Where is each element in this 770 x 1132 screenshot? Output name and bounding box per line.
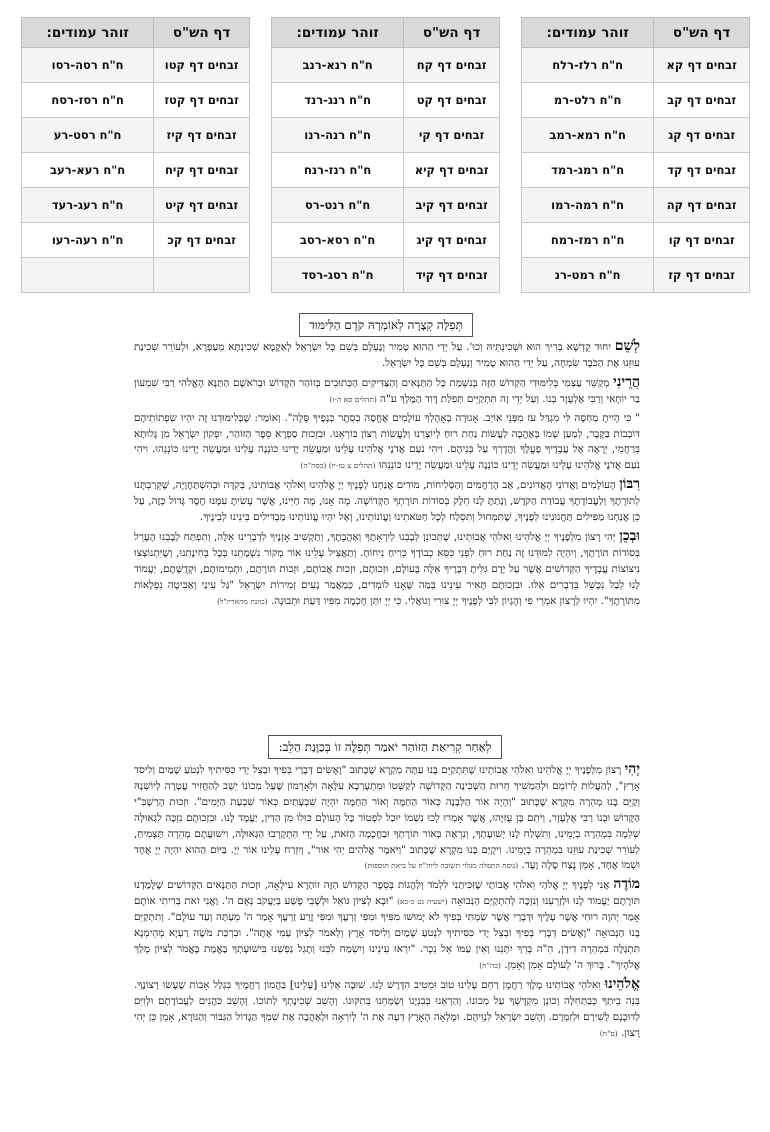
zohar-cell: ח"ח רמה-רמו xyxy=(522,188,654,223)
source-citation: (תהלים צ טז-יז) (כסה"ה) xyxy=(300,461,376,471)
paragraph-text: הָעוֹלָמִים וַאֲדוֹנֵי הָאֲדוֹנִים, אַב הָרַחֲמִים וְהַסְּלִיחוֹת, מוֹדִים אֲנַחְנוּ לְפָנֶיךָ יְיָ אֱלֹהֵינוּ וֵאלֹהֵי אֲבוֹתֵינוּ, בְּקִדָּה וּבְהִשְׁתַּחֲוָיָה, שֶׁקֵּרַבְתָּנוּ לְתוֹרָתֶךָ וְלַעֲבוֹדָתֶךָ עֲבוֹדַת הַקֹּדֶשׁ, וְנָתַתָּ לָנוּ חֵלֶק בְּסוֹדוֹת תּוֹרָתְךָ הַקְּדוֹשָׁה. מָה אָנוּ, מֶה חַיֵּינוּ, אֲשֶׁר עָשִׂיתָ עִמָּנוּ חֶסֶד גָּדוֹל כָּזֶה, עַל כֵּן אֲנַחְנוּ מַפִּילִים תַּחֲנוּנֵינוּ לְפָנֶיךָ, שֶׁתִּמְחוֹל וְתִסְלַח לְכָל חַטֹּאתֵינוּ וַעֲוֹנוֹתֵינוּ, וְאַל יִהְיוּ עֲוֹנוֹתֵינוּ מַבְדִּילִים בֵּינֵינוּ לְבֵינֶיךָ. xyxy=(134,479,640,524)
paragraph-text: מְקַשֵּׁר עַצְמִי בְּלִימּוּדִי הַקְּדוֹשׁ הַזֶּה בְּנִשְׁמַת כָּל הַתַּנָּאִים וְהַצַּדִּיקִים הַכְּתוּבִים בְּזוֹהַר הַקָּדוֹשׁ וּבְרֹאשָׁם הַתַּנָּא הָאֱלֹהִי רַבִּי שִׁמְעוֹן בַּר יוֹחָאי וְרַבִּי אֶלְעָזָר בְּנוֹ. וְעַל יְדֵי זֶה תִּתְקַיֵּים תְּפִלַּת דָּוִד הַמֶּלֶךְ ע"ה xyxy=(134,376,640,405)
zohar-table-3 xyxy=(21,17,250,293)
zohar-cell: ח"ח רסג-רסד xyxy=(272,258,404,293)
shas-cell: זבחים דף קיח xyxy=(154,153,250,188)
zohar-cell: ח"ח רנא-רנב xyxy=(272,48,404,83)
zohar-cell: ח"ח רנז-רנח xyxy=(272,153,404,188)
table-row xyxy=(272,83,500,118)
shas-cell: זבחים דף קיז xyxy=(154,118,250,153)
table-row xyxy=(272,188,500,223)
paragraph-text: רָצוֹן מִלְּפָנֶיךָ יְיָ אֱלֹהֵינוּ וֵאלֹהֵי אֲבוֹתֵינוּ שֶׁתִּתְקַיֵּם בָּנוּ עַתָּה מִקְרָא שֶׁכָּתוּב "וָאָשִׂים דְּבָרַי בְּפִיךָ וּבְצֵל יָדִי כִּסִּיתִיךָ לִנְטֹעַ שָׁמַיִם וְלִיסֹד אָרֶץ", לְהַעֲלוֹת לְרוֹמֵם וּלְהַמְשִׁיךְ חֵרוּת הַשְּׁכִינָה הַקְּדוֹשָׁה לְקַשְּׁטוֹ וּמִתְעָרְבָא עִלָּאָה וּלְאָרְמוֹן שֶׁעַל מִכוֹנוֹ יֵשֵׁב לְהַחֲזִיר עֲטָרָה לְיוֹשְׁנָהּ וְקַיֵּם בָּנוּ מְהֵרָה מִקְרָא שֶׁכָּתוּב "וְהָיָה אוֹר הַלְּבָנָה כְּאוֹר הַחַמָּה וְאוֹר הַחַמָּה יִהְיֶה שִׁבְעָתַיִם כְּאוֹר שִׁבְעַת הַיָּמִים". וּזְכוּת הָרַשְׁבִּ"י הַקָּדוֹשׁ וּבְנוֹ רַבִּי אֶלְעָזָר, וְיֹתֵם בֶּן עֻזִּיָּהוּ, אֲשֶׁר אָמְרוּ לְכוּ נִשְׁמוֹ יוּכַל לִפְטוֹר כָּל הָעוֹלָם כּוּלוֹ מִן הַדִּין, יַעֲמָד לָנוּ. וּבִזְכוּתָם נִזְכֶּה לִגְאוּלָּה שְׁלֵמָה בִּמְהֵרָה בְיָמֵינוּ, וְתִשְׁלַח לָנוּ יְשׁוּעָתְךָ, וְנִרְאֶה בְּאוֹר תּוֹרָתְךָ וּבַחֲכָמָה הַזֹּאת, עַל יְדֵי הִתְקָרְבוּ הַגְּאוּלָּה, וִישׁוּעָתָם מְהֵרָה תַּצְמִיחַ, לְעוֹרֵר שְׁכִינַת עוּזֵּנוּ בִּמְהֵרָה בְיָמֵינוּ. וִיקֻיַּם בָּנוּ מִקְרָא שֶׁכָּתוּב "וַיֹּאמֶר אֱלֹהִים יְהִי אוֹר", וְיִזְרַח עָלֵינוּ אוֹר יְיָ. בַּיּוֹם הַהוּא יִהְיֶה יְיָ אֶחָד וּשְׁמוֹ אֶחָד, אָמֵן נֶצַח סֶלָה וָעֶד. xyxy=(134,764,640,872)
shas-cell: זבחים דף קג xyxy=(654,118,750,153)
paragraph-text: יִחוּד קֻדְשָׁא בְּרִיךְ הוּא וּשְׁכִינְתֵּיהּ וְכוּ'. עַל יְדֵי הַהוּא טָמִיר וְנֶעְלָם בְּשֵׁם כָּל יִשְׂרָאֵל לְאַקָּמָא שְׁכִינְתָּא מֵעַפְרָא, וּלְעוֹרֵר שְׁכִינַת עוּזֵּנוּ אֶת הַכֹּבֶד שִׂמְחָה, עַל יְדֵי הַהוּא טָמִיר וְנֶעְלָם בְּשֵׁם כָּל יִשְׂרָאֵל. xyxy=(134,341,640,369)
zohar-cell: ח"ח רעג-רעד xyxy=(22,188,154,223)
table-row xyxy=(272,258,500,293)
paragraph xyxy=(134,762,640,874)
source-citation: (ס"ח) xyxy=(599,1028,618,1038)
lead-word: מוֹדֶה xyxy=(613,876,640,893)
prayer-before-study xyxy=(134,339,640,613)
zohar-cell: ח"ח רלז-רלח xyxy=(522,48,654,83)
zohar-cell: ח"ח רנה-רנו xyxy=(272,118,404,153)
shas-cell: זבחים דף קיב xyxy=(404,188,500,223)
paragraph xyxy=(134,339,640,372)
lead-word: רִבּוֹן xyxy=(619,476,640,493)
table-row xyxy=(522,48,750,83)
shas-cell: זבחים דף קו xyxy=(654,223,750,258)
shas-cell: זבחים דף קכ xyxy=(154,223,250,258)
zohar-cell: ח"ח רנג-רנד xyxy=(272,83,404,118)
header-zohar-pages: זוהר עמודים: xyxy=(272,18,404,48)
shas-cell: זבחים דף קט xyxy=(404,83,500,118)
table-row xyxy=(272,223,500,258)
lead-word: הֲרֵינִי xyxy=(613,373,640,390)
source-citation: (נוסח התפלה מגלוי תשובה ליוה"ח על ביאת תוספות) xyxy=(364,861,519,871)
zohar-cell: ח"ח רעה-רעו xyxy=(22,223,154,258)
prayer-after-study-title: לְאַחַר קְרִיאַת הַזּוֹהַר יֹאמַר תְּפִלָּה זוֹ בְּכַוָּנַת הַלֵּב: xyxy=(268,735,502,759)
shas-cell: זבחים דף קח xyxy=(404,48,500,83)
zohar-cell: ח"ח רלט-רמ xyxy=(522,83,654,118)
shas-cell: זבחים דף קיד xyxy=(404,258,500,293)
shas-cell: זבחים דף קא xyxy=(654,48,750,83)
lead-word: וּבְכֵן xyxy=(619,527,640,544)
paragraph-text: אֲנִי לְפָנֶיךָ יְיָ אֱלֹהַי וֵאלֹהֵי אֲבוֹתַי שֶׁזִּכִּיתַנִי לִלְמֹד וְלַהֲגוֹת בְּסֵפֶר הַקָּדוֹשׁ הַזֶּה זוֹהַרָא עִילָּאָה, וּזְכוּת הַתַּנָּאִים הַקְּדוֹשִׁים שֶׁלָּמַדְנוּ תּוֹרָתָם יַעֲמוֹד לָנוּ וּלְזַרְעֵנוּ וְנִזְכֶּה לְהִתְקַיֵּם הַנְּבוּאָה xyxy=(134,879,640,908)
header-shas-page: דף הש"ס xyxy=(154,18,250,48)
table-row xyxy=(272,153,500,188)
table-row xyxy=(522,153,750,188)
header-zohar-pages: זוהר עמודים: xyxy=(522,18,654,48)
paragraph xyxy=(134,477,640,526)
table-row xyxy=(522,188,750,223)
paragraph-text: " כִּי הָיִיתָ מַחְסֶה לִּי מִגְדַּל עֹז מִפְּנֵי אוֹיֵב. אָגוּרָה בְאָהָלְךָ עוֹלָמִים אֶחֱסֶה בְסֵתֶר כְּנָפֶיךָ סֶּלָה". וְאוֹמַר: שֶׁבְּלִימּוּדֵנוּ זֶה יִהְיוּ שִׂפְתוֹתֵיהֶם דּוֹבְבוֹת בַּקֶּבֶר, לְמַעַן שְׁמוֹ בְּאַהֲבָה לַעֲשׂוֹת נַחַת רוּחַ לְיוֹצְרֵנוּ וְלַעֲשׂוֹת רְצוֹן בּוֹרְאֵנוּ. וּבִזְכוּת סַפְרָא סֵפֶר הַזּוֹהַר, יִפְקוֹן יִשְׂרָאֵל מִן גָּלוּתָא בְּרַחֲמֵי, יֵרָאֶה אֶל עֲבָדֶיךָ פָעֳלֶךָ וַהֲדָרְךָ עַל בְּנֵיהֶם. וִיהִי נֹעַם אֲדֹנָי אֱלֹהֵינוּ עָלֵינוּ וּמַעֲשֵׂה יָדֵינוּ כּוֹנְנָה עָלֵינוּ וּמַעֲשֵׂה יָדֵינוּ כּוֹנְנֵהוּ. וִיהִי נֹעַם אֲדֹנָי אֱלֹהֵינוּ עָלֵינוּ וּמַעֲשֵׂה יָדֵינוּ כּוֹנְנָה עָלֵינוּ וּמַעֲשֵׂה יָדֵינוּ כּוֹנְנֵהוּ xyxy=(134,411,640,472)
empty-cell xyxy=(154,258,250,293)
shas-cell: זבחים דף קיט xyxy=(154,188,250,223)
paragraph-text: וֵאלֹהֵי אֲבוֹתֵינוּ מֶלֶךְ רַחֲמָן רַחֵם עָלֵינוּ טוֹב וּמֵטִיב הִדָּרֶשׁ לָנוּ. שׁוּבָה אֵלֵינוּ [עָלֵינוּ] בַּהֲמוֹן רַחֲמֶיךָ בִּגְלַל אָבוֹת שֶׁעָשׂוּ רְצוֹנֶךָ. בְּנֵה בֵיתְךָ כְּבַתְּחִלָּה וְכוֹנֵן מִקְדָּשְׁךָ עַל מְכוֹנוֹ. וְהַרְאֵנוּ בְּבִנְיָנוֹ וְשַׂמְּחֵנוּ בְּתִקּוּנוֹ. וְהָשֵׁב שְׁכִינָתְךָ לְתוֹכוֹ. וְהָשֵׁב כֹּהֲנִים לַעֲבוֹדָתָם וּלְוִיִּם לְדוּכָנָם לְשִׁירָם וּלְזִמְרָם. וְהָשֵׁב יִשְׂרָאֵל לִנְוֵיהֶם. וּמָלְאָה הָאָרֶץ דֵּעָה אֶת ה' לְיִרְאָה וּלְאַהֲבָה אֶת שִׁמְךָ הַגָּדוֹל הַגִּבּוֹר וְהַנּוֹרָא, אָמֵן כֵּן יְהִי רָצוֹן. xyxy=(134,978,640,1039)
shas-cell: זבחים דף קיא xyxy=(404,153,500,188)
table-header-row xyxy=(272,18,500,48)
zohar-cell: ח"ח רמט-רנ xyxy=(522,258,654,293)
table-row xyxy=(522,258,750,293)
shas-cell: זבחים דף קד xyxy=(654,153,750,188)
table-row xyxy=(522,83,750,118)
shas-cell: זבחים דף קיג xyxy=(404,223,500,258)
source-citation: (כה"ח) xyxy=(479,960,501,970)
prayer-after-study xyxy=(134,762,640,1044)
table-row xyxy=(22,118,250,153)
source-citation: (תהלים סא ה-ז) xyxy=(329,394,377,404)
zohar-table-1 xyxy=(521,17,750,293)
lead-word: יְהִי xyxy=(624,761,640,777)
zohar-cell: ח"ח רמא-רמב xyxy=(522,118,654,153)
source-citation: (ישעיה נט כ-כא) xyxy=(397,897,448,907)
paragraph xyxy=(134,877,640,973)
table-header-row xyxy=(522,18,750,48)
zohar-cell: ח"ח רמג-רמד xyxy=(522,153,654,188)
paragraph-text: "וּבָא לְצִיּוֹן גּוֹאֵל וּלְשָׁבֵי פֶשַׁע בְּיַעֲקֹב נְאֻם ה'. וַאֲנִי זֹאת בְּרִיתִי אוֹתָם אָמַר יְהוָה רוּחִי אֲשֶׁר עָלֶיךָ וּדְבָרַי אֲשֶׁר שַׂמְתִּי בְּפִיךָ לֹא יָמוּשׁוּ מִפִּיךָ וּמִפִּי זַרְעֲךָ וּמִפִּי זֶרַע זַרְעֲךָ אָמַר ה' מֵעַתָּה וְעַד עוֹלָם". וְתִתְקַיֵּם בָּנוּ הַנְּבוּאָה "וָאָשִׂים דְּבָרַי בְּפִיךָ וּבְצֵל יָדִי כִּסִּיתִיךָ לִנְטֹעַ שָׁמַיִם וְלִיסֹד אָרֶץ וְלֵאמֹר לְצִיּוֹן עַמִּי אָתָּה". וּבִרְכַּת מֹשֶׁה רַעְיָא מְהֵימְנָא תִּתְגַּלֶּה בִּמְהֵרָה דִידָן, הֵ"ה בָּרֵךְ יִתְּנֵנוּ וְאֵין עַמּוֹ אֵל נֵכָר. "יִרְאוּ עֵינֵינוּ וְיִשְׂמַח לִבֵּנוּ וְתָגֵל נַפְשֵׁנוּ בִּישׁוּעָתְךָ בֶּאֱמֶת בֶּאֱמֹר לְצִיּוֹן מָלַךְ אֱלֹהָיִךְ". בָּרוּךְ ה' לְעוֹלָם אָמֵן וְאָמֵן. xyxy=(134,895,640,971)
zohar-cell: ח"ח רסט-רע xyxy=(22,118,154,153)
prayer-before-study-title: תְּפִלָּה קְצָרָה לְאוֹמְרָהּ קֹדֶם הַלִּימּוּד xyxy=(299,313,473,337)
table-row xyxy=(22,48,250,83)
zohar-table-2 xyxy=(271,17,500,293)
table-row xyxy=(272,118,500,153)
table-row xyxy=(522,223,750,258)
zohar-cell: ח"ח רמז-רמח xyxy=(522,223,654,258)
table-header-row xyxy=(22,18,250,48)
header-shas-page: דף הש"ס xyxy=(654,18,750,48)
paragraph xyxy=(134,529,640,610)
table-row xyxy=(22,258,250,293)
shas-cell: זבחים דף קב xyxy=(654,83,750,118)
zohar-cell: ח"ח רנט-רס xyxy=(272,188,404,223)
zohar-cell: ח"ח רסה-רסו xyxy=(22,48,154,83)
paragraph xyxy=(134,375,640,408)
source-citation: (כוונת מהאריז"ל) xyxy=(216,596,268,606)
header-zohar-pages: זוהר עמודים: xyxy=(22,18,154,48)
table-row xyxy=(522,118,750,153)
shas-cell: זבחים דף קטז xyxy=(154,83,250,118)
zohar-page-tables xyxy=(0,17,770,282)
table-row xyxy=(272,48,500,83)
zohar-cell: ח"ח רסא-רסב xyxy=(272,223,404,258)
lead-word: לְשֵׁם xyxy=(614,338,640,354)
paragraph-text: יְהִי רָצוֹן מִלְּפָנֶיךָ יְיָ אֱלֹהֵינוּ וֵאלֹהֵי אֲבוֹתֵינוּ, שֶׁתְּכוֹנֵן לְבָבֵנוּ לְיִרְאָתֶךָ וְאַהֲבָתֶךָ, וְתַקְשִׁיב אָזְנֶיךָ לִדְבָרֵינוּ אֵלֶּה, וְתִפְתַּח לְבָבֵנוּ הֶעָרֵל בְּסוֹדוֹת תּוֹרָתֶךָ, וְיִהְיֶה לִמּוּדֵנוּ זֶה נַחַת רוּחַ לִפְנֵי כִּסֵּא כְבוֹדֶךָ כְּרֵיחַ נִיחוֹחַ. וְתַאֲצִיל עָלֵינוּ אוֹר מְקוֹר נִשְׁמָתֵנוּ בְּכָל בְּחִינָתֵנוּ, וְשֶׁיִּתְנוֹצְצוּ נִיצוֹצוֹת עֲבָדֶיךָ הַקְּדוֹשִׁים אֲשֶׁר עַל יָדָם גִּלִּיתָ דְּבָרֶיךָ אֵלֶּה בָּעוֹלָם, וּזְכוּתָם, וּזְכוּת אֲבוֹתָם, וּזְכוּת תּוֹרָתָם, וּתְמִימוּתָם, וּקְדֻשָּׁתָם, יַעֲמוֹד לָנוּ לְבַל נִכָּשֵׁל בִּדְבָרִים אֵלּוּ. וּבִזְכוּתָם תָּאִיר עֵינֵינוּ בְּמַה שֶּׁאָנוּ לוֹמְדִים, כְּמַאֲמַר נְעִים זְמִירוֹת יִשְׂרָאֵל "גַּל עֵינַי וְאַבִּיטָה נִפְלָאוֹת מִתּוֹרָתֶךָ". יִהְיוּ לְרָצוֹן אִמְרֵי פִי וְהֶגְיוֹן לִבִּי לְפָנֶיךָ יְיָ צוּרִי וְגוֹאֲלִי. כִּי יְיָ יִתֵּן חָכְמָה מִפִּיו דַּעַת וּתְבוּנָה. xyxy=(134,530,640,607)
shas-cell: זבחים דף קז xyxy=(654,258,750,293)
header-shas-page: דף הש"ס xyxy=(404,18,500,48)
shas-cell: זבחים דף קטו xyxy=(154,48,250,83)
zohar-cell: ח"ח רעא-רעב xyxy=(22,153,154,188)
paragraph xyxy=(134,411,640,475)
table-row xyxy=(22,188,250,223)
shas-cell: זבחים דף קי xyxy=(404,118,500,153)
table-row xyxy=(22,83,250,118)
empty-cell xyxy=(22,258,154,293)
shas-cell: זבחים דף קה xyxy=(654,188,750,223)
zohar-cell: ח"ח רסז-רסח xyxy=(22,83,154,118)
lead-word: אֱלֹהֵינוּ xyxy=(604,975,640,992)
table-row xyxy=(22,223,250,258)
paragraph xyxy=(134,977,640,1042)
table-row xyxy=(22,153,250,188)
